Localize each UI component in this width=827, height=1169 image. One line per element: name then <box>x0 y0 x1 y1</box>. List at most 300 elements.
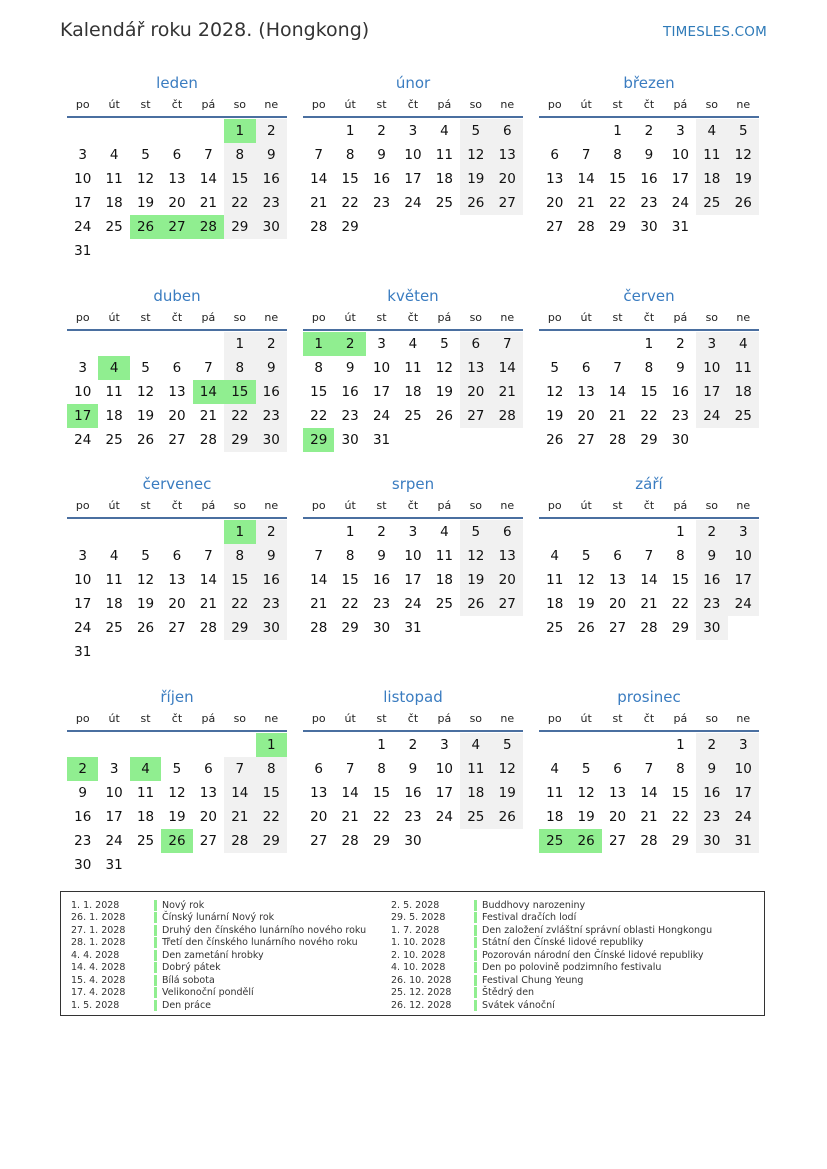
day-cell[interactable]: 3 <box>78 360 87 376</box>
day-cell[interactable]: 2 <box>377 123 386 139</box>
day-cell[interactable]: 14 <box>224 781 255 805</box>
holiday-day[interactable]: 26 <box>161 829 192 853</box>
day-cell[interactable]: 25 <box>435 195 453 211</box>
day-cell[interactable]: 21 <box>224 805 255 829</box>
day-cell[interactable]: 3 <box>728 520 759 544</box>
day-cell[interactable]: 24 <box>372 408 391 424</box>
day-cell[interactable]: 30 <box>640 219 658 235</box>
day-cell[interactable]: 18 <box>105 408 123 424</box>
day-cell[interactable]: 17 <box>728 781 759 805</box>
day-cell[interactable]: 2 <box>256 119 287 143</box>
day-cell[interactable]: 9 <box>676 360 685 376</box>
day-cell[interactable]: 4 <box>460 733 491 757</box>
day-cell[interactable]: 30 <box>671 432 689 448</box>
day-cell[interactable]: 6 <box>550 147 559 163</box>
day-cell[interactable]: 6 <box>314 761 323 777</box>
day-cell[interactable]: 13 <box>608 572 627 588</box>
day-cell[interactable]: 25 <box>105 219 123 235</box>
day-cell[interactable]: 28 <box>640 620 658 636</box>
day-cell[interactable]: 10 <box>74 171 92 187</box>
day-cell[interactable]: 17 <box>74 596 92 612</box>
day-cell[interactable]: 4 <box>109 548 119 564</box>
day-cell[interactable]: 5 <box>460 520 491 544</box>
day-cell[interactable]: 13 <box>577 384 595 400</box>
day-cell[interactable]: 19 <box>435 384 453 400</box>
day-cell[interactable]: 11 <box>728 356 759 380</box>
day-cell[interactable]: 16 <box>74 809 92 825</box>
day-cell[interactable]: 5 <box>141 548 150 564</box>
day-cell[interactable]: 28 <box>341 833 359 849</box>
day-cell[interactable]: 9 <box>256 143 287 167</box>
day-cell[interactable]: 16 <box>696 568 727 592</box>
day-cell[interactable]: 7 <box>644 761 654 777</box>
day-cell[interactable]: 23 <box>404 809 422 825</box>
day-cell[interactable]: 29 <box>256 829 287 853</box>
day-cell[interactable]: 8 <box>345 548 355 564</box>
day-cell[interactable]: 26 <box>136 432 155 448</box>
day-cell[interactable]: 4 <box>550 761 559 777</box>
day-cell[interactable]: 31 <box>105 857 123 873</box>
day-cell[interactable]: 26 <box>546 432 564 448</box>
day-cell[interactable]: 18 <box>136 809 155 825</box>
day-cell[interactable]: 21 <box>341 809 359 825</box>
day-cell[interactable]: 22 <box>608 195 627 211</box>
day-cell[interactable]: 17 <box>372 384 391 400</box>
day-cell[interactable]: 18 <box>546 809 564 825</box>
day-cell[interactable]: 22 <box>671 809 689 825</box>
day-cell[interactable]: 26 <box>728 191 759 215</box>
day-cell[interactable]: 16 <box>256 380 287 404</box>
day-cell[interactable]: 6 <box>204 761 213 777</box>
day-cell[interactable]: 5 <box>141 147 150 163</box>
day-cell[interactable]: 9 <box>256 356 287 380</box>
day-cell[interactable]: 20 <box>310 809 328 825</box>
day-cell[interactable]: 3 <box>377 336 386 352</box>
day-cell[interactable]: 12 <box>460 544 491 568</box>
day-cell[interactable]: 2 <box>644 123 654 139</box>
day-cell[interactable]: 13 <box>460 356 491 380</box>
day-cell[interactable]: 18 <box>546 596 564 612</box>
day-cell[interactable]: 9 <box>78 785 87 801</box>
day-cell[interactable]: 27 <box>492 191 523 215</box>
day-cell[interactable]: 7 <box>204 548 213 564</box>
day-cell[interactable]: 11 <box>435 147 453 163</box>
day-cell[interactable]: 15 <box>671 785 689 801</box>
day-cell[interactable]: 7 <box>224 757 255 781</box>
day-cell[interactable]: 22 <box>341 195 359 211</box>
day-cell[interactable]: 10 <box>435 761 453 777</box>
day-cell[interactable]: 20 <box>168 195 186 211</box>
day-cell[interactable]: 18 <box>696 167 727 191</box>
day-cell[interactable]: 28 <box>224 829 255 853</box>
day-cell[interactable]: 7 <box>492 332 523 356</box>
brand-link[interactable]: TIMESLES.COM <box>663 24 767 40</box>
holiday-day[interactable]: 1 <box>224 119 255 143</box>
day-cell[interactable]: 10 <box>404 147 422 163</box>
day-cell[interactable]: 10 <box>74 384 92 400</box>
day-cell[interactable]: 11 <box>460 757 491 781</box>
day-cell[interactable]: 29 <box>671 620 689 636</box>
day-cell[interactable]: 1 <box>345 123 355 139</box>
day-cell[interactable]: 18 <box>105 596 123 612</box>
day-cell[interactable]: 23 <box>372 195 391 211</box>
day-cell[interactable]: 21 <box>608 408 627 424</box>
day-cell[interactable]: 5 <box>141 360 150 376</box>
day-cell[interactable]: 23 <box>696 805 727 829</box>
day-cell[interactable]: 9 <box>377 548 386 564</box>
day-cell[interactable]: 15 <box>310 384 328 400</box>
day-cell[interactable]: 15 <box>256 781 287 805</box>
day-cell[interactable]: 6 <box>172 548 182 564</box>
day-cell[interactable]: 20 <box>608 809 627 825</box>
day-cell[interactable]: 3 <box>109 761 119 777</box>
day-cell[interactable]: 20 <box>199 809 217 825</box>
day-cell[interactable]: 16 <box>341 384 359 400</box>
day-cell[interactable]: 20 <box>546 195 564 211</box>
day-cell[interactable]: 1 <box>613 123 622 139</box>
day-cell[interactable]: 13 <box>492 544 523 568</box>
day-cell[interactable]: 3 <box>78 147 87 163</box>
day-cell[interactable]: 8 <box>644 360 654 376</box>
day-cell[interactable]: 12 <box>577 572 595 588</box>
day-cell[interactable]: 22 <box>310 408 328 424</box>
day-cell[interactable]: 18 <box>728 380 759 404</box>
day-cell[interactable]: 7 <box>613 360 622 376</box>
day-cell[interactable]: 30 <box>696 616 727 640</box>
day-cell[interactable]: 13 <box>492 143 523 167</box>
day-cell[interactable]: 6 <box>492 520 523 544</box>
day-cell[interactable]: 10 <box>404 548 422 564</box>
day-cell[interactable]: 6 <box>460 332 491 356</box>
day-cell[interactable]: 14 <box>608 384 627 400</box>
day-cell[interactable]: 2 <box>408 737 418 753</box>
holiday-day[interactable]: 2 <box>67 757 98 781</box>
day-cell[interactable]: 11 <box>105 171 123 187</box>
day-cell[interactable]: 27 <box>546 219 564 235</box>
day-cell[interactable]: 27 <box>608 833 627 849</box>
day-cell[interactable]: 12 <box>435 360 453 376</box>
holiday-day[interactable]: 4 <box>98 356 129 380</box>
day-cell[interactable]: 5 <box>172 761 182 777</box>
day-cell[interactable]: 28 <box>492 404 523 428</box>
day-cell[interactable]: 27 <box>608 620 627 636</box>
day-cell[interactable]: 1 <box>345 524 355 540</box>
day-cell[interactable]: 30 <box>696 829 727 853</box>
day-cell[interactable]: 28 <box>640 833 658 849</box>
day-cell[interactable]: 24 <box>74 219 92 235</box>
day-cell[interactable]: 2 <box>256 520 287 544</box>
day-cell[interactable]: 12 <box>168 785 186 801</box>
day-cell[interactable]: 8 <box>676 548 685 564</box>
day-cell[interactable]: 23 <box>256 404 287 428</box>
day-cell[interactable]: 6 <box>581 360 591 376</box>
holiday-day[interactable]: 26 <box>130 215 161 239</box>
day-cell[interactable]: 19 <box>546 408 564 424</box>
day-cell[interactable]: 13 <box>546 171 564 187</box>
day-cell[interactable]: 7 <box>204 360 213 376</box>
day-cell[interactable]: 7 <box>345 761 355 777</box>
day-cell[interactable]: 9 <box>377 147 386 163</box>
day-cell[interactable]: 17 <box>696 380 727 404</box>
holiday-day[interactable]: 15 <box>224 380 255 404</box>
day-cell[interactable]: 29 <box>608 219 627 235</box>
day-cell[interactable]: 22 <box>256 805 287 829</box>
day-cell[interactable]: 6 <box>613 548 622 564</box>
day-cell[interactable]: 30 <box>341 432 359 448</box>
day-cell[interactable]: 30 <box>74 857 92 873</box>
day-cell[interactable]: 21 <box>199 408 217 424</box>
day-cell[interactable]: 3 <box>728 733 759 757</box>
holiday-day[interactable]: 2 <box>334 332 365 356</box>
day-cell[interactable]: 3 <box>78 548 87 564</box>
day-cell[interactable]: 5 <box>728 119 759 143</box>
day-cell[interactable]: 29 <box>224 616 255 640</box>
day-cell[interactable]: 26 <box>577 620 595 636</box>
day-cell[interactable]: 11 <box>546 572 564 588</box>
day-cell[interactable]: 14 <box>199 572 217 588</box>
day-cell[interactable]: 17 <box>728 568 759 592</box>
day-cell[interactable]: 8 <box>224 356 255 380</box>
day-cell[interactable]: 20 <box>460 380 491 404</box>
day-cell[interactable]: 28 <box>608 432 627 448</box>
day-cell[interactable]: 17 <box>74 195 92 211</box>
day-cell[interactable]: 5 <box>460 119 491 143</box>
day-cell[interactable]: 3 <box>408 123 418 139</box>
day-cell[interactable]: 19 <box>136 596 155 612</box>
day-cell[interactable]: 1 <box>644 336 654 352</box>
day-cell[interactable]: 27 <box>460 404 491 428</box>
day-cell[interactable]: 12 <box>577 785 595 801</box>
day-cell[interactable]: 16 <box>696 781 727 805</box>
day-cell[interactable]: 2 <box>256 332 287 356</box>
day-cell[interactable]: 12 <box>136 384 155 400</box>
day-cell[interactable]: 27 <box>199 833 217 849</box>
day-cell[interactable]: 29 <box>224 428 255 452</box>
day-cell[interactable]: 8 <box>256 757 287 781</box>
day-cell[interactable]: 15 <box>671 572 689 588</box>
day-cell[interactable]: 15 <box>372 785 391 801</box>
day-cell[interactable]: 21 <box>640 596 658 612</box>
day-cell[interactable]: 19 <box>460 167 491 191</box>
holiday-day[interactable]: 25 <box>539 829 570 853</box>
day-cell[interactable]: 16 <box>404 785 422 801</box>
day-cell[interactable]: 24 <box>435 809 453 825</box>
day-cell[interactable]: 22 <box>341 596 359 612</box>
day-cell[interactable]: 5 <box>581 761 591 777</box>
day-cell[interactable]: 14 <box>199 171 217 187</box>
day-cell[interactable]: 1 <box>224 332 255 356</box>
day-cell[interactable]: 24 <box>404 195 422 211</box>
day-cell[interactable]: 14 <box>341 785 359 801</box>
day-cell[interactable]: 25 <box>546 620 564 636</box>
day-cell[interactable]: 10 <box>372 360 391 376</box>
day-cell[interactable]: 13 <box>199 785 217 801</box>
day-cell[interactable]: 4 <box>408 336 418 352</box>
day-cell[interactable]: 6 <box>172 360 182 376</box>
day-cell[interactable]: 13 <box>608 785 627 801</box>
day-cell[interactable]: 13 <box>168 171 186 187</box>
day-cell[interactable]: 9 <box>644 147 654 163</box>
day-cell[interactable]: 10 <box>671 147 689 163</box>
day-cell[interactable]: 23 <box>372 596 391 612</box>
day-cell[interactable]: 24 <box>728 805 759 829</box>
day-cell[interactable]: 20 <box>168 596 186 612</box>
day-cell[interactable]: 9 <box>408 761 418 777</box>
day-cell[interactable]: 20 <box>168 408 186 424</box>
day-cell[interactable]: 5 <box>581 548 591 564</box>
holiday-day[interactable]: 28 <box>193 215 224 239</box>
day-cell[interactable]: 16 <box>671 384 689 400</box>
day-cell[interactable]: 21 <box>640 809 658 825</box>
day-cell[interactable]: 11 <box>105 384 123 400</box>
day-cell[interactable]: 12 <box>136 572 155 588</box>
day-cell[interactable]: 17 <box>671 171 689 187</box>
day-cell[interactable]: 14 <box>640 572 658 588</box>
day-cell[interactable]: 11 <box>435 548 453 564</box>
day-cell[interactable]: 8 <box>377 761 386 777</box>
day-cell[interactable]: 6 <box>172 147 182 163</box>
day-cell[interactable]: 2 <box>676 336 685 352</box>
day-cell[interactable]: 31 <box>74 644 92 660</box>
day-cell[interactable]: 22 <box>224 191 255 215</box>
day-cell[interactable]: 11 <box>546 785 564 801</box>
day-cell[interactable]: 8 <box>224 544 255 568</box>
day-cell[interactable]: 2 <box>696 733 727 757</box>
day-cell[interactable]: 23 <box>74 833 92 849</box>
day-cell[interactable]: 28 <box>577 219 595 235</box>
day-cell[interactable]: 15 <box>341 171 359 187</box>
holiday-day[interactable]: 17 <box>67 404 98 428</box>
day-cell[interactable]: 23 <box>256 191 287 215</box>
day-cell[interactable]: 13 <box>310 785 328 801</box>
day-cell[interactable]: 19 <box>136 195 155 211</box>
day-cell[interactable]: 26 <box>460 191 491 215</box>
day-cell[interactable]: 31 <box>372 432 391 448</box>
day-cell[interactable]: 22 <box>372 809 391 825</box>
holiday-day[interactable]: 1 <box>224 520 255 544</box>
day-cell[interactable]: 27 <box>310 833 328 849</box>
day-cell[interactable]: 10 <box>696 356 727 380</box>
day-cell[interactable]: 25 <box>105 432 123 448</box>
day-cell[interactable]: 22 <box>224 404 255 428</box>
day-cell[interactable]: 4 <box>728 332 759 356</box>
day-cell[interactable]: 16 <box>372 171 391 187</box>
day-cell[interactable]: 19 <box>492 781 523 805</box>
day-cell[interactable]: 25 <box>696 191 727 215</box>
day-cell[interactable]: 25 <box>435 596 453 612</box>
day-cell[interactable]: 14 <box>310 572 328 588</box>
day-cell[interactable]: 23 <box>640 195 658 211</box>
day-cell[interactable]: 21 <box>577 195 595 211</box>
day-cell[interactable]: 12 <box>728 143 759 167</box>
day-cell[interactable]: 1 <box>377 737 386 753</box>
day-cell[interactable]: 21 <box>199 596 217 612</box>
day-cell[interactable]: 10 <box>728 544 759 568</box>
day-cell[interactable]: 26 <box>492 805 523 829</box>
day-cell[interactable]: 26 <box>460 592 491 616</box>
day-cell[interactable]: 4 <box>440 123 449 139</box>
day-cell[interactable]: 10 <box>728 757 759 781</box>
day-cell[interactable]: 24 <box>671 195 689 211</box>
day-cell[interactable]: 19 <box>728 167 759 191</box>
day-cell[interactable]: 29 <box>341 620 359 636</box>
day-cell[interactable]: 13 <box>168 572 186 588</box>
day-cell[interactable]: 22 <box>640 408 658 424</box>
day-cell[interactable]: 8 <box>676 761 685 777</box>
day-cell[interactable]: 23 <box>671 408 689 424</box>
day-cell[interactable]: 14 <box>577 171 595 187</box>
day-cell[interactable]: 10 <box>74 572 92 588</box>
day-cell[interactable]: 1 <box>676 737 685 753</box>
day-cell[interactable]: 5 <box>440 336 449 352</box>
day-cell[interactable]: 25 <box>105 620 123 636</box>
holiday-day[interactable]: 27 <box>161 215 192 239</box>
day-cell[interactable]: 25 <box>460 805 491 829</box>
holiday-day[interactable]: 1 <box>303 332 334 356</box>
day-cell[interactable]: 28 <box>310 620 328 636</box>
day-cell[interactable]: 20 <box>577 408 595 424</box>
day-cell[interactable]: 24 <box>74 432 92 448</box>
day-cell[interactable]: 15 <box>608 171 627 187</box>
day-cell[interactable]: 18 <box>435 572 453 588</box>
day-cell[interactable]: 15 <box>640 384 658 400</box>
day-cell[interactable]: 24 <box>74 620 92 636</box>
day-cell[interactable]: 26 <box>136 620 155 636</box>
day-cell[interactable]: 31 <box>74 243 92 259</box>
day-cell[interactable]: 31 <box>728 829 759 853</box>
day-cell[interactable]: 20 <box>492 568 523 592</box>
day-cell[interactable]: 4 <box>550 548 559 564</box>
day-cell[interactable]: 18 <box>105 195 123 211</box>
day-cell[interactable]: 25 <box>136 833 155 849</box>
day-cell[interactable]: 14 <box>492 356 523 380</box>
day-cell[interactable]: 9 <box>696 544 727 568</box>
day-cell[interactable]: 21 <box>492 380 523 404</box>
day-cell[interactable]: 3 <box>408 524 418 540</box>
day-cell[interactable]: 16 <box>640 171 658 187</box>
holiday-day[interactable]: 1 <box>256 733 287 757</box>
day-cell[interactable]: 23 <box>256 592 287 616</box>
day-cell[interactable]: 8 <box>345 147 355 163</box>
day-cell[interactable]: 11 <box>696 143 727 167</box>
day-cell[interactable]: 19 <box>577 809 595 825</box>
day-cell[interactable]: 17 <box>404 572 422 588</box>
day-cell[interactable]: 30 <box>256 428 287 452</box>
day-cell[interactable]: 25 <box>404 408 422 424</box>
day-cell[interactable]: 17 <box>105 809 123 825</box>
day-cell[interactable]: 7 <box>314 548 323 564</box>
day-cell[interactable]: 27 <box>168 432 186 448</box>
day-cell[interactable]: 27 <box>577 432 595 448</box>
day-cell[interactable]: 12 <box>546 384 564 400</box>
day-cell[interactable]: 22 <box>224 592 255 616</box>
day-cell[interactable]: 7 <box>581 147 591 163</box>
day-cell[interactable]: 28 <box>310 219 328 235</box>
day-cell[interactable]: 26 <box>435 408 453 424</box>
day-cell[interactable]: 30 <box>256 616 287 640</box>
day-cell[interactable]: 23 <box>696 592 727 616</box>
day-cell[interactable]: 7 <box>204 147 213 163</box>
day-cell[interactable]: 29 <box>372 833 391 849</box>
day-cell[interactable]: 19 <box>577 596 595 612</box>
day-cell[interactable]: 5 <box>550 360 559 376</box>
day-cell[interactable]: 7 <box>314 147 323 163</box>
day-cell[interactable]: 11 <box>404 360 422 376</box>
day-cell[interactable]: 24 <box>404 596 422 612</box>
day-cell[interactable]: 3 <box>696 332 727 356</box>
day-cell[interactable]: 29 <box>640 432 658 448</box>
day-cell[interactable]: 14 <box>310 171 328 187</box>
